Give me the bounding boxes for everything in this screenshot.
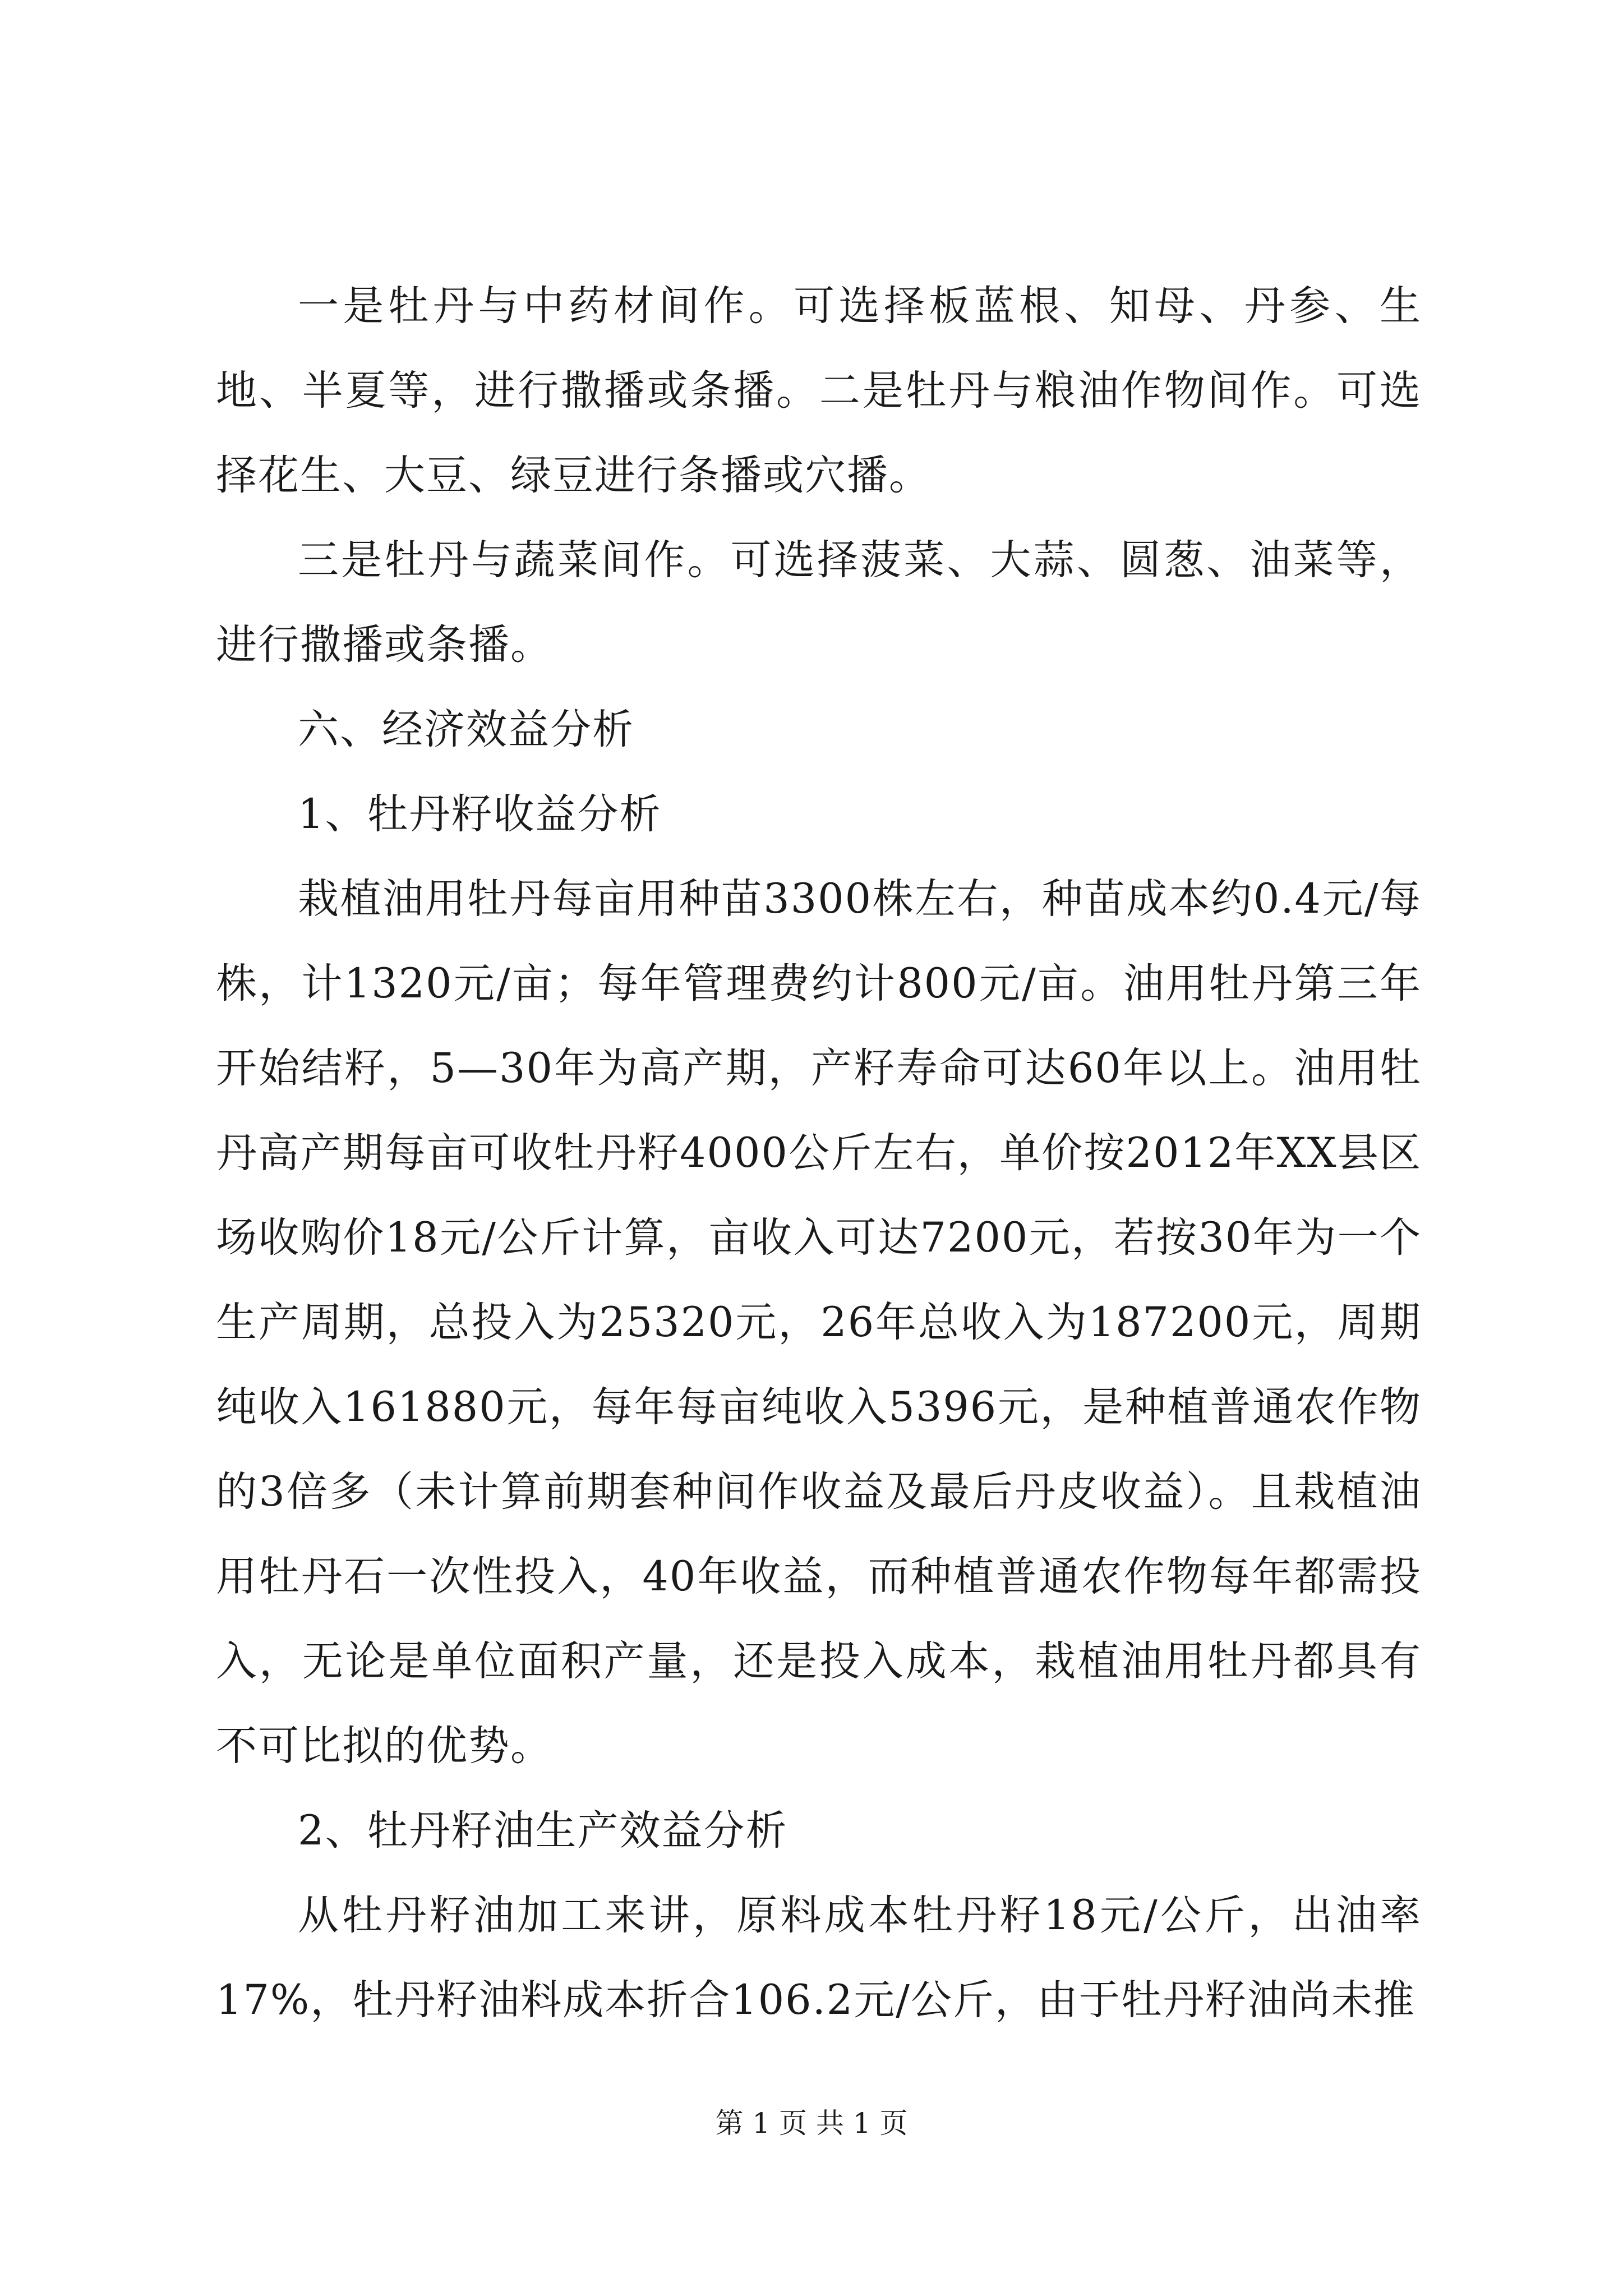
page-footer: 第 1 页 共 1 页	[715, 2107, 908, 2139]
document-body	[216, 264, 1422, 2042]
paragraph-intercrop-herbs-grains: 一是牡丹与中药材间作。可选择板蓝根、知母、丹参、生地、半夏等，进行撒播或条播。二是牡丹与粮油作物间作。可选择花生、大豆、绿豆进行条播或穴播。	[216, 282, 1422, 499]
subheading-seed-income: 1、牡丹籽收益分析	[298, 790, 662, 838]
paragraph-seed-income: 栽植油用牡丹每亩用种苗3300株左右，种苗成本约0.4元/每株，计1320元/亩；每年管理费约计800元/亩。油用牡丹第三年开始结籽，5—30年为高产期，产籽寿命可达60年以上。油用牡丹高产期每亩可收牡丹籽4000公斤左右，单价按2012年XX县区场收购价18元/公斤计算，亩收入可达7200元，若按30年为一个生产周期，总投入为25320元，26年总收入为187200元，周期纯收入161880元，每年每亩纯收入5396元，是种植普通农作物的3倍多（未计算前期套种间作收益及最后丹皮收益）。且栽植油用牡丹石一次性投入，40年收益，而种植普通农作物每年都需投入，无论是单位面积产量，还是投入成本，栽植油用牡丹都具有不可比拟的优势。	[216, 875, 1422, 1770]
subheading-seed-oil-production: 2、牡丹籽油生产效益分析	[298, 1807, 788, 1855]
section-heading-economic-analysis: 六、经济效益分析	[298, 706, 634, 753]
paragraph-seed-oil-production: 从牡丹籽油加工来讲，原料成本牡丹籽18元/公斤，出油率17%，牡丹籽油料成本折合106.2元/公斤，由于牡丹籽油尚未推	[216, 1892, 1422, 2024]
paragraph-intercrop-vegetables: 三是牡丹与蔬菜间作。可选择菠菜、大蒜、圆葱、油菜等，进行撒播或条播。	[216, 536, 1422, 669]
